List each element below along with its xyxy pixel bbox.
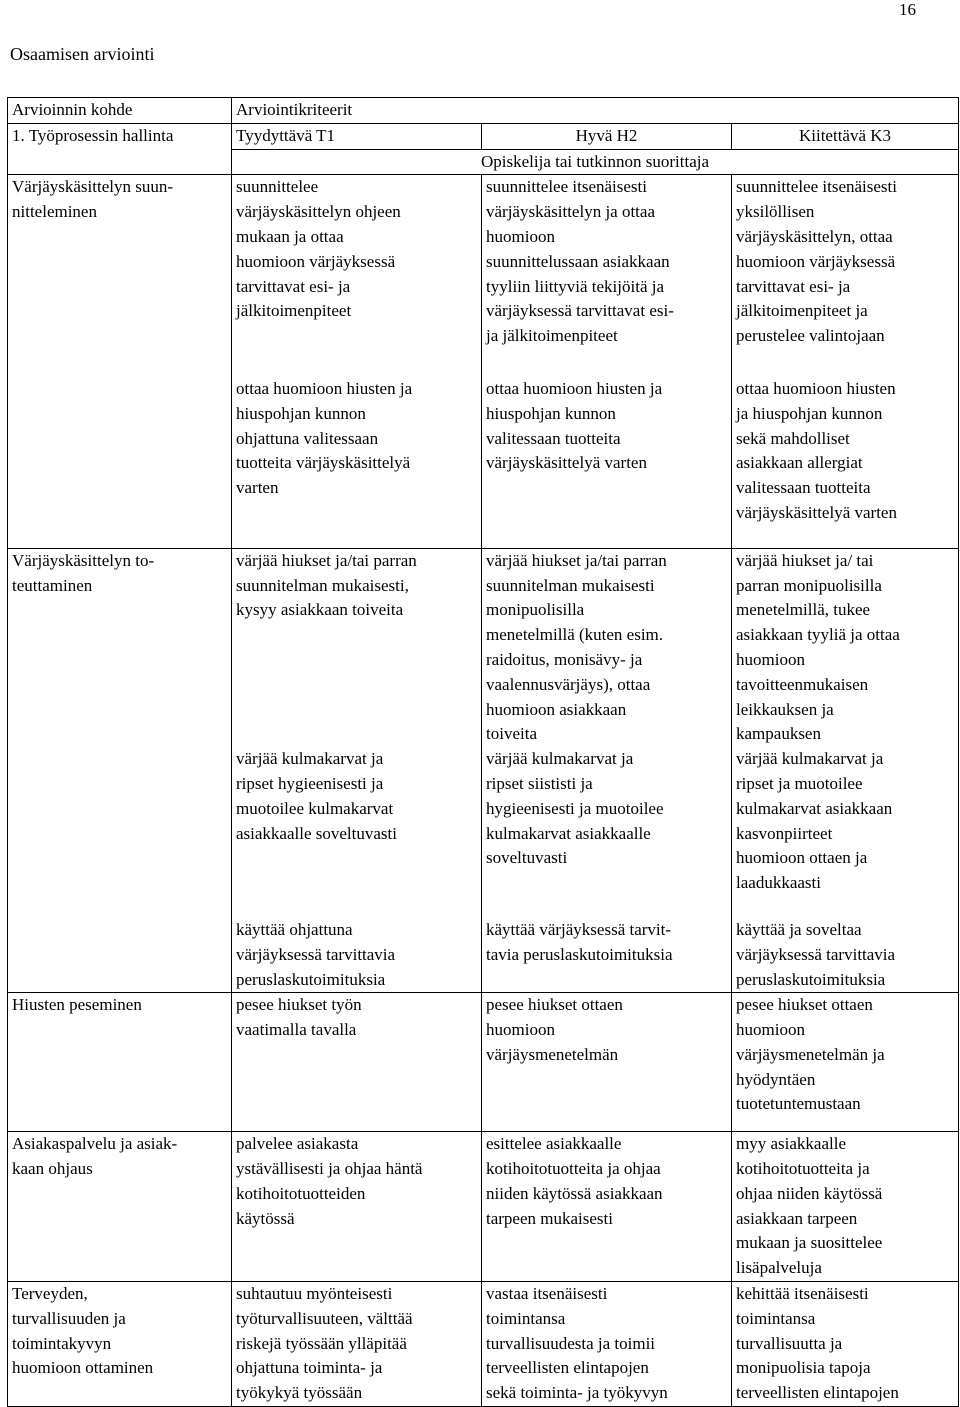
criteria-k3: pesee hiukset ottaen huomioon värjäysmenetelmän ja hyödyntäen tuotetuntemustaan	[732, 993, 959, 1132]
table-row	[8, 747, 959, 918]
subject-header: Arvioinnin kohde	[8, 98, 232, 124]
criteria-t1: suhtautuu myönteisesti työturvallisuuteen, välttää riskejä työssään ylläpitää ohjattuna toiminta- ja työkykyä työssään	[232, 1282, 482, 1407]
criteria-h2: värjää kulmakarvat ja ripset siististi ja hygieenisesti ja muotoilee kulmakarvat asiakkaalle soveltuvasti	[482, 747, 732, 918]
table-row	[8, 1132, 959, 1282]
level-t1: Tyydyttävä T1	[232, 123, 482, 149]
subject-cell: Terveyden, turvallisuuden ja toimintakyvyn huomioon ottaminen	[8, 1282, 232, 1407]
table-row	[8, 918, 959, 993]
table-row	[8, 175, 959, 377]
criteria-t1: pesee hiukset työn vaatimalla tavalla	[232, 993, 482, 1132]
table-row	[8, 377, 959, 548]
criteria-k3: kehittää itsenäisesti toimintansa turvallisuutta ja monipuolisia tapoja terveellisten elintapojen	[732, 1282, 959, 1407]
level-h2: Hyvä H2	[482, 123, 732, 149]
section-title: 1. Työprosessin hallinta	[8, 123, 232, 149]
criteria-t1: suunnittelee värjäyskäsittelyn ohjeen mukaan ja ottaa huomioon värjäyksessä tarvittavat esi- ja jälkitoimenpiteet	[232, 175, 482, 377]
subject-cell: Hiusten peseminen	[8, 993, 232, 1132]
criteria-h2: käyttää värjäyksessä tarvit- tavia peruslaskutoimituksia	[482, 918, 732, 993]
criteria-k3: värjää kulmakarvat ja ripset ja muotoilee kulmakarvat asiakkaan kasvonpiirteet huomioon ottaen ja laadukkaasti	[732, 747, 959, 918]
table-row	[8, 1282, 959, 1407]
criteria-k3: suunnittelee itsenäisesti yksilöllisen värjäyskäsittelyn, ottaa huomioon värjäyksessä tarvittavat esi- ja jälkitoimenpiteet ja perustelee valintojaan	[732, 175, 959, 377]
criteria-h2: ottaa huomioon hiusten ja hiuspohjan kunnon valitessaan tuotteita värjäyskäsittelyä varten	[482, 377, 732, 548]
page-number: 16	[899, 0, 916, 19]
table-row	[8, 548, 959, 747]
criteria-k3: ottaa huomioon hiusten ja hiuspohjan kunnon sekä mahdolliset asiakkaan allergiat valitessaan tuotteita värjäyskäsittelyä varten	[732, 377, 959, 548]
subject-cell	[8, 377, 232, 548]
performer-label: Opiskelija tai tutkinnon suorittaja	[232, 149, 959, 175]
subject-cell	[8, 918, 232, 993]
assessment-table	[7, 97, 959, 1407]
criteria-k3: myy asiakkaalle kotihoitotuotteita ja ohjaa niiden käytössä asiakkaan tarpeen mukaan ja suosittelee lisäpalveluja	[732, 1132, 959, 1282]
criteria-k3: värjää hiukset ja/ tai parran monipuolisilla menetelmillä, tukee asiakkaan tyyliä ja ottaa huomioon tavoitteenmukaisen leikkauksen ja kampauksen	[732, 548, 959, 747]
subject-cell: Värjäyskäsittelyn to- teuttaminen	[8, 548, 232, 747]
table-row	[8, 993, 959, 1132]
subject-cell: Värjäyskäsittelyn suun- nitteleminen	[8, 175, 232, 377]
criteria-k3: käyttää ja soveltaa värjäyksessä tarvittavia peruslaskutoimituksia	[732, 918, 959, 993]
criteria-h2: vastaa itsenäisesti toimintansa turvallisuudesta ja toimii terveellisten elintapojen sekä toiminta- ja työkyvyn	[482, 1282, 732, 1407]
subject-cell: Asiakaspalvelu ja asiak- kaan ohjaus	[8, 1132, 232, 1282]
criteria-t1: värjää kulmakarvat ja ripset hygieenisesti ja muotoilee kulmakarvat asiakkaalle soveltuvasti	[232, 747, 482, 918]
criteria-h2: esittelee asiakkaalle kotihoitotuotteita ja ohjaa niiden käytössä asiakkaan tarpeen mukaisesti	[482, 1132, 732, 1282]
criteria-h2: värjää hiukset ja/tai parran suunnitelman mukaisesti monipuolisilla menetelmillä (kuten esim. raidoitus, monisävy- ja vaalennusvärjäys), ottaa huomioon asiakkaan toiveita	[482, 548, 732, 747]
criteria-t1: värjää hiukset ja/tai parran suunnitelman mukaisesti, kysyy asiakkaan toiveita	[232, 548, 482, 747]
subject-cell	[8, 747, 232, 918]
criteria-h2: pesee hiukset ottaen huomioon värjäysmenetelmän	[482, 993, 732, 1132]
section-heading: Osaamisen arviointi	[10, 44, 155, 64]
level-k3: Kiitettävä K3	[732, 123, 959, 149]
criteria-t1: palvelee asiakasta ystävällisesti ja ohjaa häntä kotihoitotuotteiden käytössä	[232, 1132, 482, 1282]
criteria-t1: ottaa huomioon hiusten ja hiuspohjan kunnon ohjattuna valitessaan tuotteita värjäyskäsittelyä varten	[232, 377, 482, 548]
criteria-header: Arviointikriteerit	[232, 98, 959, 124]
criteria-t1: käyttää ohjattuna värjäyksessä tarvittavia peruslaskutoimituksia	[232, 918, 482, 993]
criteria-h2: suunnittelee itsenäisesti värjäyskäsittelyn ja ottaa huomioon suunnittelussaan asiakkaan tyyliin liittyviä tekijöitä ja värjäyksessä tarvittavat esi- ja jälkitoimenpiteet	[482, 175, 732, 377]
